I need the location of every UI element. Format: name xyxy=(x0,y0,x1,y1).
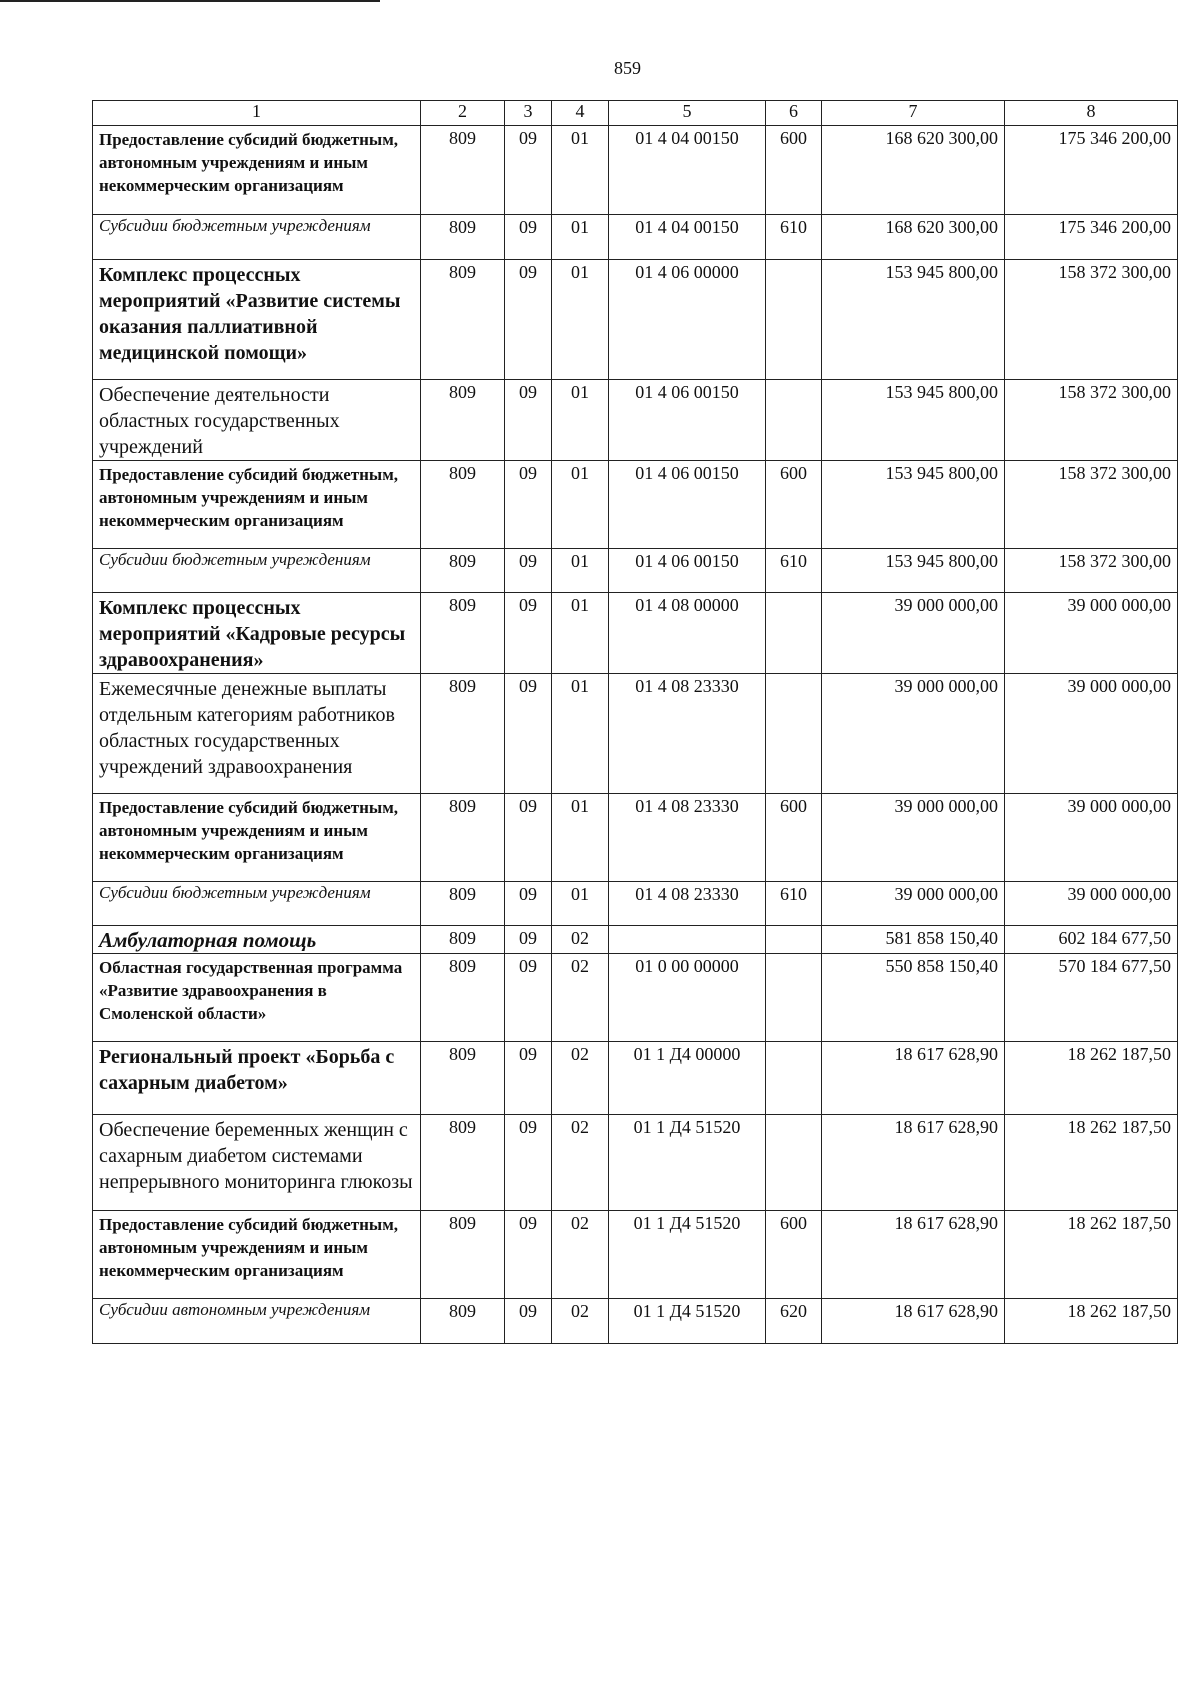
row-col3-cell: 09 xyxy=(505,794,552,882)
row-col8-cell: 570 184 677,50 xyxy=(1005,954,1178,1042)
row-col8-cell: 18 262 187,50 xyxy=(1005,1299,1178,1344)
row-col3-cell: 09 xyxy=(505,674,552,794)
row-col8-cell: 39 000 000,00 xyxy=(1005,882,1178,926)
row-col6-cell xyxy=(766,926,822,954)
header-col-7: 7 xyxy=(822,101,1005,126)
row-name-cell: Предоставление субсидий бюджетным, автономным учреждениям и иным некоммерческим организациям xyxy=(93,461,421,549)
row-col4-cell: 02 xyxy=(552,1211,609,1299)
row-col2-cell: 809 xyxy=(421,1299,505,1344)
row-col2-cell: 809 xyxy=(421,882,505,926)
row-col8-cell: 18 262 187,50 xyxy=(1005,1115,1178,1211)
table-row xyxy=(93,1211,1178,1299)
row-col2-cell: 809 xyxy=(421,126,505,215)
table-row xyxy=(93,954,1178,1042)
row-col5-cell: 01 4 06 00150 xyxy=(609,461,766,549)
row-col7-cell: 153 945 800,00 xyxy=(822,549,1005,593)
row-col3-cell: 09 xyxy=(505,126,552,215)
row-col7-cell: 153 945 800,00 xyxy=(822,380,1005,461)
row-col6-cell xyxy=(766,1042,822,1115)
row-col7-cell: 168 620 300,00 xyxy=(822,215,1005,260)
row-col7-cell: 39 000 000,00 xyxy=(822,794,1005,882)
row-name-cell: Предоставление субсидий бюджетным, автономным учреждениям и иным некоммерческим организациям xyxy=(93,1211,421,1299)
row-col6-cell: 610 xyxy=(766,882,822,926)
row-col4-cell: 01 xyxy=(552,593,609,674)
row-col7-cell: 153 945 800,00 xyxy=(822,461,1005,549)
table-row xyxy=(93,549,1178,593)
row-col5-cell: 01 1 Д4 51520 xyxy=(609,1211,766,1299)
row-col6-cell xyxy=(766,593,822,674)
row-col8-cell: 18 262 187,50 xyxy=(1005,1042,1178,1115)
row-col8-cell: 158 372 300,00 xyxy=(1005,380,1178,461)
row-col8-cell: 602 184 677,50 xyxy=(1005,926,1178,954)
row-col6-cell: 610 xyxy=(766,549,822,593)
row-col7-cell: 39 000 000,00 xyxy=(822,674,1005,794)
row-col4-cell: 02 xyxy=(552,1115,609,1211)
row-col3-cell: 09 xyxy=(505,461,552,549)
row-name-cell: Предоставление субсидий бюджетным, автономным учреждениям и иным некоммерческим организациям xyxy=(93,794,421,882)
row-col5-cell: 01 4 04 00150 xyxy=(609,215,766,260)
row-col4-cell: 01 xyxy=(552,794,609,882)
row-col2-cell: 809 xyxy=(421,549,505,593)
row-name-cell: Ежемесячные денежные выплаты отдельным категориям работников областных государственных учреждений здравоохранения xyxy=(93,674,421,794)
row-col4-cell: 02 xyxy=(552,926,609,954)
row-col2-cell: 809 xyxy=(421,260,505,380)
row-col4-cell: 01 xyxy=(552,215,609,260)
row-col8-cell: 175 346 200,00 xyxy=(1005,215,1178,260)
row-col4-cell: 02 xyxy=(552,1299,609,1344)
table-row xyxy=(93,461,1178,549)
row-name-cell: Обеспечение деятельности областных государственных учреждений xyxy=(93,380,421,461)
row-col3-cell: 09 xyxy=(505,1115,552,1211)
table-row xyxy=(93,126,1178,215)
row-name-cell: Обеспечение беременных женщин с сахарным диабетом системами непрерывного мониторинга глюкозы xyxy=(93,1115,421,1211)
row-name-cell: Субсидии бюджетным учреждениям xyxy=(93,882,421,926)
table-row xyxy=(93,926,1178,954)
table-row xyxy=(93,593,1178,674)
header-col-8: 8 xyxy=(1005,101,1178,126)
row-col6-cell xyxy=(766,674,822,794)
row-col6-cell xyxy=(766,1115,822,1211)
row-col8-cell: 158 372 300,00 xyxy=(1005,461,1178,549)
row-col7-cell: 18 617 628,90 xyxy=(822,1299,1005,1344)
row-col6-cell xyxy=(766,260,822,380)
table-row xyxy=(93,794,1178,882)
row-col4-cell: 01 xyxy=(552,674,609,794)
row-col3-cell: 09 xyxy=(505,1211,552,1299)
row-col3-cell: 09 xyxy=(505,1299,552,1344)
row-col4-cell: 01 xyxy=(552,380,609,461)
row-col7-cell: 39 000 000,00 xyxy=(822,882,1005,926)
row-col3-cell: 09 xyxy=(505,260,552,380)
table-row xyxy=(93,882,1178,926)
row-col3-cell: 09 xyxy=(505,549,552,593)
row-col3-cell: 09 xyxy=(505,380,552,461)
row-col6-cell: 600 xyxy=(766,794,822,882)
table-row xyxy=(93,215,1178,260)
row-name-cell: Региональный проект «Борьба с сахарным диабетом» xyxy=(93,1042,421,1115)
table-header-row xyxy=(93,101,1178,126)
table-row xyxy=(93,1299,1178,1344)
row-col2-cell: 809 xyxy=(421,1115,505,1211)
header-col-6: 6 xyxy=(766,101,822,126)
row-col7-cell: 153 945 800,00 xyxy=(822,260,1005,380)
row-col2-cell: 809 xyxy=(421,794,505,882)
row-col4-cell: 02 xyxy=(552,954,609,1042)
row-col3-cell: 09 xyxy=(505,882,552,926)
row-col7-cell: 18 617 628,90 xyxy=(822,1211,1005,1299)
row-col7-cell: 550 858 150,40 xyxy=(822,954,1005,1042)
row-col3-cell: 09 xyxy=(505,954,552,1042)
row-col2-cell: 809 xyxy=(421,215,505,260)
row-col2-cell: 809 xyxy=(421,380,505,461)
row-col2-cell: 809 xyxy=(421,1211,505,1299)
row-col4-cell: 01 xyxy=(552,882,609,926)
row-col6-cell xyxy=(766,380,822,461)
row-name-cell: Субсидии автономным учреждениям xyxy=(93,1299,421,1344)
row-name-cell: Субсидии бюджетным учреждениям xyxy=(93,215,421,260)
row-col2-cell: 809 xyxy=(421,593,505,674)
row-col5-cell: 01 1 Д4 51520 xyxy=(609,1115,766,1211)
table-row xyxy=(93,260,1178,380)
row-col7-cell: 39 000 000,00 xyxy=(822,593,1005,674)
row-col4-cell: 02 xyxy=(552,1042,609,1115)
row-col2-cell: 809 xyxy=(421,674,505,794)
row-col7-cell: 168 620 300,00 xyxy=(822,126,1005,215)
header-col-1: 1 xyxy=(93,101,421,126)
budget-table xyxy=(92,100,1178,1344)
table-row xyxy=(93,380,1178,461)
row-col5-cell: 01 4 08 23330 xyxy=(609,882,766,926)
row-col8-cell: 158 372 300,00 xyxy=(1005,549,1178,593)
row-col5-cell: 01 4 08 00000 xyxy=(609,593,766,674)
table-row xyxy=(93,1115,1178,1211)
row-col5-cell: 01 4 06 00150 xyxy=(609,549,766,593)
row-name-cell: Комплекс процессных мероприятий «Кадровые ресурсы здравоохранения» xyxy=(93,593,421,674)
row-name-cell: Областная государственная программа «Развитие здравоохранения в Смоленской области» xyxy=(93,954,421,1042)
row-col4-cell: 01 xyxy=(552,549,609,593)
table-row xyxy=(93,674,1178,794)
row-col6-cell: 600 xyxy=(766,461,822,549)
row-col8-cell: 18 262 187,50 xyxy=(1005,1211,1178,1299)
scan-edge-line xyxy=(0,0,380,2)
row-name-cell: Амбулаторная помощь xyxy=(93,926,421,954)
row-col2-cell: 809 xyxy=(421,926,505,954)
row-col5-cell: 01 4 04 00150 xyxy=(609,126,766,215)
row-col3-cell: 09 xyxy=(505,1042,552,1115)
row-name-cell: Предоставление субсидий бюджетным, автономным учреждениям и иным некоммерческим организациям xyxy=(93,126,421,215)
row-col8-cell: 158 372 300,00 xyxy=(1005,260,1178,380)
row-col6-cell: 620 xyxy=(766,1299,822,1344)
row-col5-cell: 01 4 06 00000 xyxy=(609,260,766,380)
row-col2-cell: 809 xyxy=(421,461,505,549)
row-col2-cell: 809 xyxy=(421,954,505,1042)
row-col5-cell: 01 4 08 23330 xyxy=(609,794,766,882)
row-col8-cell: 175 346 200,00 xyxy=(1005,126,1178,215)
header-col-4: 4 xyxy=(552,101,609,126)
row-col5-cell: 01 4 08 23330 xyxy=(609,674,766,794)
row-col5-cell: 01 4 06 00150 xyxy=(609,380,766,461)
row-col5-cell: 01 1 Д4 51520 xyxy=(609,1299,766,1344)
row-col8-cell: 39 000 000,00 xyxy=(1005,794,1178,882)
header-col-2: 2 xyxy=(421,101,505,126)
row-col4-cell: 01 xyxy=(552,260,609,380)
row-col3-cell: 09 xyxy=(505,593,552,674)
row-col5-cell: 01 0 00 00000 xyxy=(609,954,766,1042)
row-col7-cell: 18 617 628,90 xyxy=(822,1042,1005,1115)
row-col6-cell: 600 xyxy=(766,1211,822,1299)
row-col3-cell: 09 xyxy=(505,926,552,954)
header-col-5: 5 xyxy=(609,101,766,126)
row-col6-cell xyxy=(766,954,822,1042)
row-col3-cell: 09 xyxy=(505,215,552,260)
row-col8-cell: 39 000 000,00 xyxy=(1005,593,1178,674)
table-row xyxy=(93,1042,1178,1115)
table-body xyxy=(93,126,1178,1344)
row-col4-cell: 01 xyxy=(552,126,609,215)
row-name-cell: Комплекс процессных мероприятий «Развитие системы оказания паллиативной медицинской помощи» xyxy=(93,260,421,380)
row-col7-cell: 581 858 150,40 xyxy=(822,926,1005,954)
row-col6-cell: 610 xyxy=(766,215,822,260)
row-col7-cell: 18 617 628,90 xyxy=(822,1115,1005,1211)
row-col5-cell xyxy=(609,926,766,954)
row-col2-cell: 809 xyxy=(421,1042,505,1115)
row-col8-cell: 39 000 000,00 xyxy=(1005,674,1178,794)
page-number: 859 xyxy=(614,58,641,78)
row-col4-cell: 01 xyxy=(552,461,609,549)
header-col-3: 3 xyxy=(505,101,552,126)
row-name-cell: Субсидии бюджетным учреждениям xyxy=(93,549,421,593)
row-col5-cell: 01 1 Д4 00000 xyxy=(609,1042,766,1115)
row-col6-cell: 600 xyxy=(766,126,822,215)
